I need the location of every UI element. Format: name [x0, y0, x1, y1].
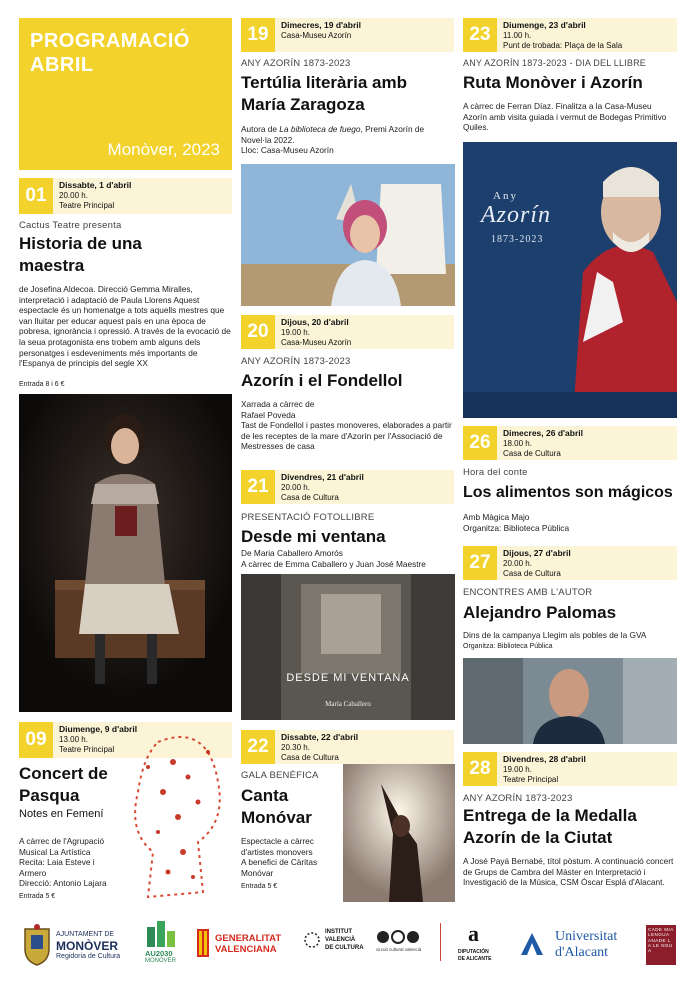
event-27-title: Alejandro Palomas: [463, 603, 617, 622]
event-01-kicker: Cactus Teatre presenta: [19, 220, 122, 231]
event-27-kicker: ENCONTRES AMB L'AUTOR: [463, 587, 593, 598]
event-19-desc-2: Novel·la 2022.: [241, 134, 295, 145]
event-20-title: Azorín i el Fondellol: [241, 371, 403, 390]
event-22-desc-2: d'artistes monovers: [241, 846, 313, 857]
event-09-subtitle: Notes en Femení: [19, 808, 104, 820]
coat-of-arms-icon: [22, 923, 52, 967]
diputacion-logo: [458, 921, 498, 969]
event-20-kicker: ANY AZORÍN 1873-2023: [241, 356, 351, 367]
au2030-logo: [143, 919, 183, 971]
universitat-text-1: Universitat: [555, 929, 618, 944]
event-27-desc-1: Dins de la campanya Llegim als pobles de la GVA: [463, 630, 647, 640]
event-01-time: 20.00 h.: [59, 190, 88, 200]
event-20-desc-1: Xarrada a càrrec de: [241, 399, 315, 409]
event-26-title: Los alimentos son mágicos: [463, 484, 673, 501]
event-23-description: A càrrec de Ferran Díaz. Finalitza a la Casa-Museu Azorín amb visita guiada i vermut de Bodegas Primitivo Quiles.: [463, 101, 667, 133]
circuit-icon: [376, 929, 420, 945]
header-banner: [19, 18, 232, 170]
event-23-poster-years: 1873-2023: [491, 234, 544, 245]
event-01-entry: Entrada 8 i 6 €: [19, 381, 65, 388]
universitat-icon: [519, 931, 545, 957]
event-28-kicker: ANY AZORÍN 1873-2023: [463, 793, 573, 804]
event-19-photo: [241, 164, 455, 306]
event-19-desc-b: , Premi Azorín de: [360, 124, 425, 134]
event-09-day: 09: [19, 722, 53, 758]
diputacion-icon: a: [468, 921, 479, 946]
event-20-header: [241, 315, 454, 349]
event-22-entry: Entrada 5 €: [241, 883, 278, 890]
footer-divider: [440, 923, 441, 961]
circuit-text: circuit cultural valencià: [376, 947, 422, 952]
ajuntament-text-3: Regidoria de Cultura: [56, 953, 121, 960]
event-22-desc-3: A benefici de Càritas: [241, 857, 318, 868]
event-26-date: Dimecres, 26 d'abril: [503, 428, 583, 438]
diputacion-text-1: DIPUTACIÓN: [458, 949, 489, 955]
event-09-desc-2: Musical La Artística: [19, 846, 91, 857]
event-19-book: La biblioteca de fuego: [279, 124, 361, 134]
event-26-header: [463, 426, 677, 460]
event-27-time: 20.00 h.: [503, 558, 532, 568]
event-22-desc-1: Espectacle a càrrec: [241, 836, 314, 846]
event-23-place: Punt de trobada: Plaça de la Sala: [503, 41, 623, 50]
event-21-time: 20.00 h.: [281, 482, 310, 492]
event-21-kicker: PRESENTACIÓ FOTOLLIBRE: [241, 512, 375, 523]
event-21-cover-title: DESDE MI VENTANA: [286, 672, 410, 684]
event-23-poster-any: Any: [493, 190, 518, 202]
event-26-desc-1: Amb Màgica Majo: [463, 512, 530, 522]
event-09-title-2: Pasqua: [19, 786, 80, 805]
event-22-date: Dissabte, 22 d'abril: [281, 732, 359, 742]
generalitat-icon: [195, 927, 211, 959]
event-20-place: Casa-Museu Azorín: [281, 338, 352, 347]
circuit-cultural-logo: [376, 927, 426, 963]
event-27-place: Casa de Cultura: [503, 569, 561, 578]
event-27-desc-2: Organitza: Biblioteca Pública: [463, 643, 553, 650]
event-21-cover-author: María Caballero: [325, 700, 371, 708]
event-21-header: [241, 470, 454, 504]
event-09-time: 13.00 h.: [59, 734, 88, 744]
ivc-text-2: VALENCIÀ: [325, 937, 356, 943]
event-19-desc-3: Lloc: Casa-Museu Azorín: [241, 145, 334, 156]
event-28-place: Teatre Principal: [503, 775, 559, 784]
event-26-kicker: Hora del conte: [463, 467, 528, 478]
header-place: Monòver, 2023: [107, 140, 220, 159]
event-27-day: 27: [463, 546, 497, 580]
ivc-logo: [303, 927, 365, 961]
event-20-day: 20: [241, 315, 275, 349]
event-19-title-1: Tertúlia literària amb: [241, 73, 407, 92]
event-27-date: Dijous, 27 d'abril: [503, 548, 571, 558]
event-19-header: [241, 18, 454, 52]
event-01-day: 01: [19, 178, 53, 214]
generalitat-text-2: VALENCIANA: [215, 944, 277, 955]
diputacion-text-2: DE ALICANTE: [458, 956, 492, 962]
event-26-desc-2: Organitza: Biblioteca Pública: [463, 522, 570, 533]
event-21-title: Desde mi ventana: [241, 527, 386, 546]
event-01-title-1: Historia de una: [19, 234, 142, 253]
event-21-desc-2: A càrrec de Emma Caballero y Juan José Maestre: [241, 558, 426, 569]
event-22-desc-4: Monóvar: [241, 867, 274, 878]
event-19-place: Casa-Museu Azorín: [281, 30, 352, 40]
event-23-date: Diumenge, 23 d'abril: [503, 20, 586, 30]
event-22-day: 22: [241, 730, 275, 764]
event-26-day: 26: [463, 426, 497, 460]
event-23-header: [463, 18, 677, 52]
event-20-desc-2: Rafael Poveda: [241, 409, 296, 420]
event-22-time: 20.30 h.: [281, 742, 310, 752]
ivc-icon: [303, 931, 321, 949]
event-22-title-2: Monóvar: [241, 808, 312, 827]
universitat-logo: [519, 929, 629, 963]
event-28-day: 28: [463, 752, 497, 786]
event-28-title-2: Azorín de la Ciutat: [463, 828, 613, 847]
event-23-title: Ruta Monòver i Azorín: [463, 73, 643, 92]
event-20-date: Dijous, 20 d'abril: [281, 317, 349, 327]
ivc-text-1: INSTITUT: [325, 929, 352, 935]
event-09-illustration: [118, 722, 234, 902]
event-19-title-2: María Zaragoza: [241, 95, 365, 114]
event-23-poster: [463, 142, 677, 418]
au2030-text-2: MONÓVER: [145, 958, 177, 964]
header-title-line1: PROGRAMACIÓ: [30, 30, 190, 52]
event-19-kicker: ANY AZORÍN 1873-2023: [241, 58, 351, 69]
event-26-time: 18.00 h.: [503, 438, 532, 448]
event-22-place: Casa de Cultura: [281, 753, 339, 762]
event-21-desc-1: De Maria Caballero Amorós: [241, 548, 343, 558]
universitat-text-2: d'Alacant: [555, 945, 609, 960]
event-09-desc-4: Armero: [19, 867, 47, 878]
event-21-date: Divendres, 21 d'abril: [281, 472, 364, 482]
event-22-photo: [343, 764, 455, 902]
event-26-place: Casa de Cultura: [503, 449, 561, 458]
event-01-header: [19, 178, 232, 214]
event-09-desc-3: Recita: Laia Esteve i: [19, 857, 95, 868]
cade-text: CADE MIA LENGUA ANADE LA LE NGUA: [648, 927, 674, 954]
event-09-place: Teatre Principal: [59, 745, 115, 754]
event-23-kicker: ANY AZORÍN 1873-2023 - DIA DEL LLIBRE: [463, 58, 646, 68]
event-21-day: 21: [241, 470, 275, 504]
event-27-photo: [463, 658, 677, 744]
generalitat-logo: [195, 925, 295, 965]
event-01-photo: [19, 394, 232, 712]
ivc-text-3: DE CULTURA: [325, 945, 364, 951]
header-title-line2: ABRIL: [30, 54, 94, 76]
cade-logo: [646, 925, 676, 965]
footer: [0, 915, 696, 984]
event-19-day: 19: [241, 18, 275, 52]
event-09-desc-5: Direcció: Antonio Lajara: [19, 878, 107, 889]
event-28-time: 19.00 h.: [503, 764, 532, 774]
event-09-title-1: Concert de: [19, 764, 108, 783]
event-28-header: [463, 752, 677, 786]
event-21-cover: [241, 574, 455, 720]
event-23-day: 23: [463, 18, 497, 52]
event-20-time: 19.00 h.: [281, 327, 310, 337]
event-28-date: Divendres, 28 d'abril: [503, 754, 586, 764]
event-19-desc-a: Autora de: [241, 124, 280, 134]
event-23-time: 11.00 h.: [503, 30, 532, 40]
event-23-poster-name: Azorín: [481, 202, 552, 228]
event-22-title-1: Canta: [241, 786, 289, 805]
ajuntament-text-1: AJUNTAMENT DE: [56, 931, 115, 938]
event-22-header: [241, 730, 454, 764]
ajuntament-text-2: MONÒVER: [56, 939, 119, 953]
event-22-kicker: GALA BENÈFICA: [241, 770, 319, 781]
event-09-date: Diumenge, 9 d'abril: [59, 724, 138, 734]
event-20-desc-3: Tast de Fondellol i pastes monoveres, elaborades a partir de les receptes de la mare d'Azorín per l'Associació de Mestresses de casa: [241, 420, 452, 452]
event-01-date: Dissabte, 1 d'abril: [59, 180, 132, 190]
ajuntament-logo: [22, 921, 132, 971]
generalitat-text-1: GENERALITAT: [215, 933, 282, 944]
au2030-text-1: AU2030: [145, 949, 173, 958]
event-09-entry: Entrada 5 €: [19, 893, 56, 900]
event-01-place: Teatre Principal: [59, 201, 115, 210]
event-28-title-1: Entrega de la Medalla: [463, 806, 637, 825]
event-01-title-2: maestra: [19, 256, 85, 275]
event-09-desc-1: A càrrec de l'Agrupació: [19, 836, 105, 846]
event-19-date: Dimecres, 19 d'abril: [281, 20, 361, 30]
event-21-place: Casa de Cultura: [281, 493, 339, 502]
event-27-header: [463, 546, 677, 580]
au2030-icon: [145, 919, 181, 947]
event-01-description: de Josefina Aldecoa. Direcció Gemma Miralles, interpretació i adaptació de Paula Llorens Aquest espectacle és un homenatge a tots aquells mestres que van lluitar per educar aquest país en una època de pobresa, ignorància i opressió. A través de la evocació de la seua protagonista ens trobem amb alguns dels personatges i esdeveniments més importants de l'Espanya de principis del segle XX: [19, 284, 231, 369]
event-28-description: A José Payá Bernabé, títol pòstum. A continuació concert de Grups de Cambra del Màster en Interpretació i Investigació de la Música, CSM Óscar Esplá d'Alacant.: [463, 856, 674, 888]
